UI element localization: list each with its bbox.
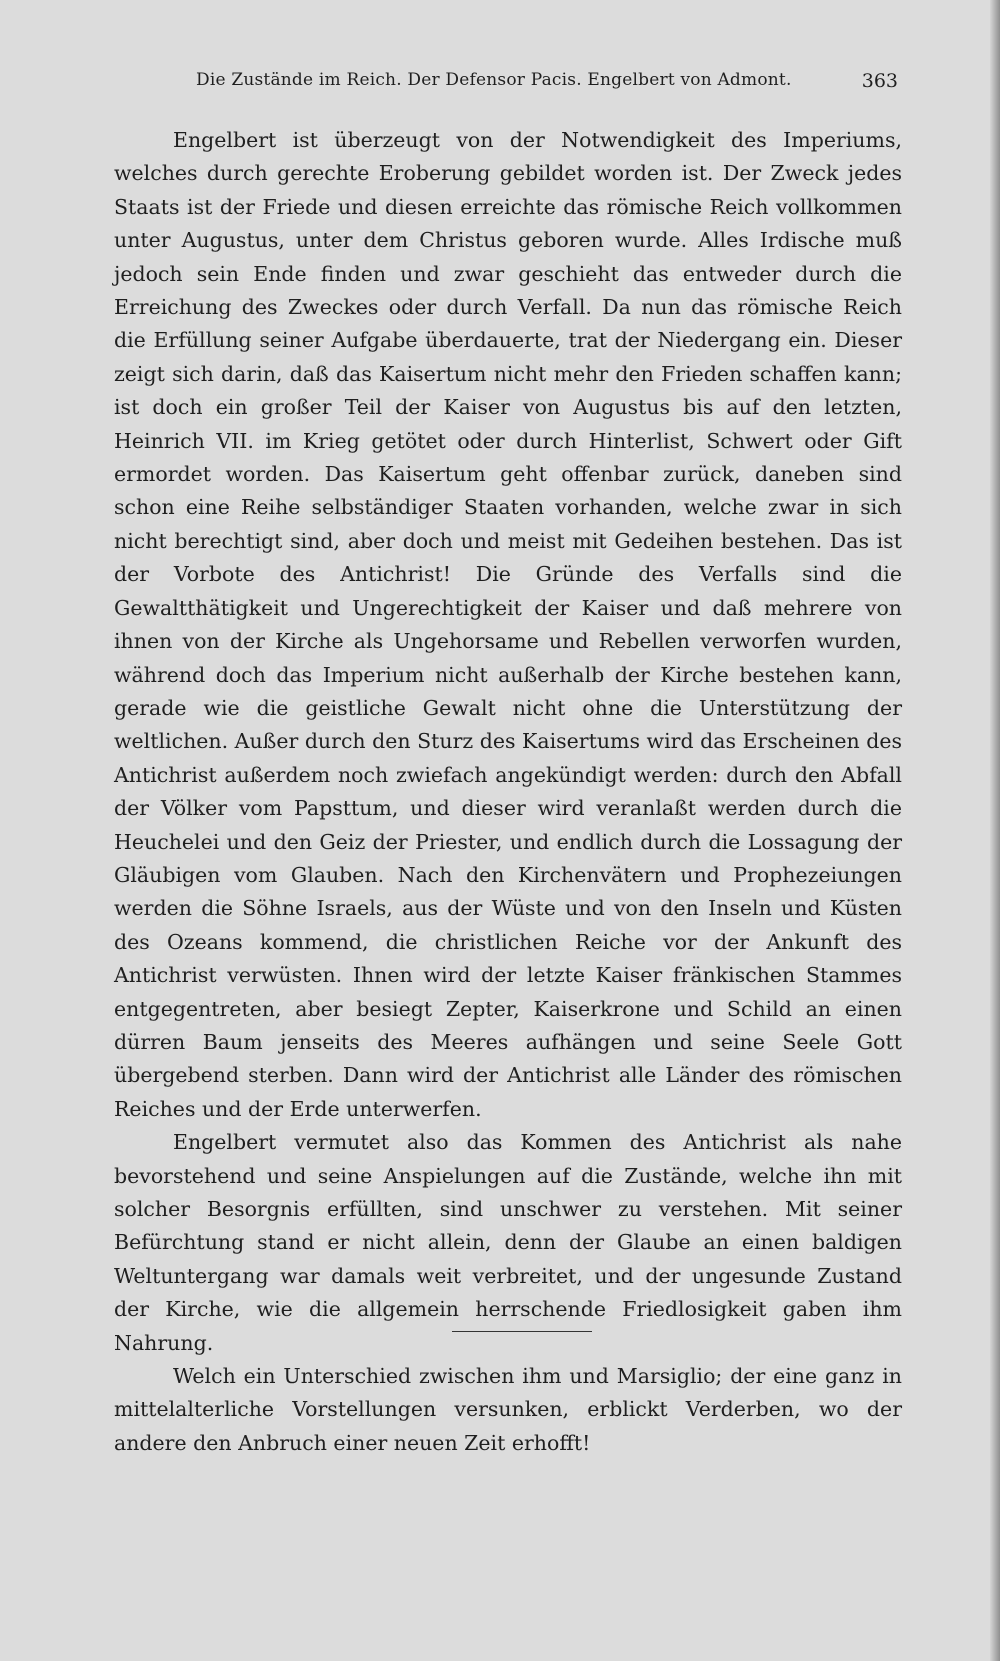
running-head: Die Zustände im Reich. Der Defensor Pacis. Engelbert von Admont. <box>196 70 792 90</box>
section-end-rule <box>452 1331 592 1332</box>
paragraph: Engelbert ist überzeugt von der Notwendigkeit des Imperiums, welches durch gerechte Eroberung gebildet worden ist. Der Zweck jedes Staats ist der Friede und diesen erreichte das römische Reich vollkommen unter Augustus, unter dem Christus geboren wurde. Alles Irdische muß jedoch sein Ende finden und zwar geschieht das entweder durch die Erreichung des Zweckes oder durch Verfall. Da nun das römische Reich die Erfüllung seiner Aufgabe überdauerte, trat der Niedergang ein. Dieser zeigt sich darin, daß das Kaisertum nicht mehr den Frieden schaffen kann; ist doch ein großer Teil der Kaiser von Augustus bis auf den letzten, Heinrich VII. im Krieg getötet oder durch Hinterlist, Schwert oder Gift ermordet worden. Das Kaisertum geht offenbar zurück, daneben sind schon eine Reihe selbständiger Staaten vorhanden, welche zwar in sich nicht berechtigt sind, aber doch und meist mit Gedeihen bestehen. Das ist der Vorbote des Antichrist! Die Gründe des Verfalls sind die Gewaltthätigkeit und Ungerechtigkeit der Kaiser und daß mehrere von ihnen von der Kirche als Ungehorsame und Rebellen verworfen wurden, während doch das Imperium nicht außerhalb der Kirche bestehen kann, gerade wie die geistliche Gewalt nicht ohne die Unterstützung der weltlichen. Außer durch den Sturz des Kaisertums wird das Erscheinen des Antichrist außerdem noch zwiefach angekündigt werden: durch den Abfall der Völker vom Papsttum, und dieser wird veranlaßt werden durch die Heuchelei und den Geiz der Priester, und endlich durch die Lossagung der Gläubigen vom Glauben. Nach den Kirchenvätern und Prophezeiungen werden die Söhne Israels, aus der Wüste und von den Inseln und Küsten des Ozeans kommend, die christlichen Reiche vor der Ankunft des Antichrist verwüsten. Ihnen wird der letzte Kaiser fränkischen Stammes entgegentreten, aber besiegt Zepter, Kaiserkrone und Schild an einen dürren Baum jenseits des Meeres aufhängen und seine Seele Gott übergebend sterben. Dann wird der Antichrist alle Länder des römischen Reiches und der Erde unterwerfen. <box>114 128 902 1121</box>
body-text <box>114 124 902 1460</box>
paragraph: Welch ein Unterschied zwischen ihm und Marsiglio; der eine ganz in mittelalterliche Vorstellungen versunken, erblickt Verderben, wo der andere den Anbruch einer neuen Zeit erhofft! <box>114 1364 902 1455</box>
page-number: 363 <box>861 70 898 92</box>
page-edge-shadow <box>990 0 1000 1661</box>
paragraph: Engelbert vermutet also das Kommen des Antichrist als nahe bevorstehend und seine Anspielungen auf die Zustände, welche ihn mit solcher Besorgnis erfüllten, sind unschwer zu verstehen. Mit seiner Befürchtung stand er nicht allein, denn der Glaube an einen baldigen Weltuntergang war damals weit verbreitet, und der ungesunde Zustand der Kirche, wie die allgemein herrschende Friedlosigkeit gaben ihm Nahrung. <box>114 1130 902 1355</box>
